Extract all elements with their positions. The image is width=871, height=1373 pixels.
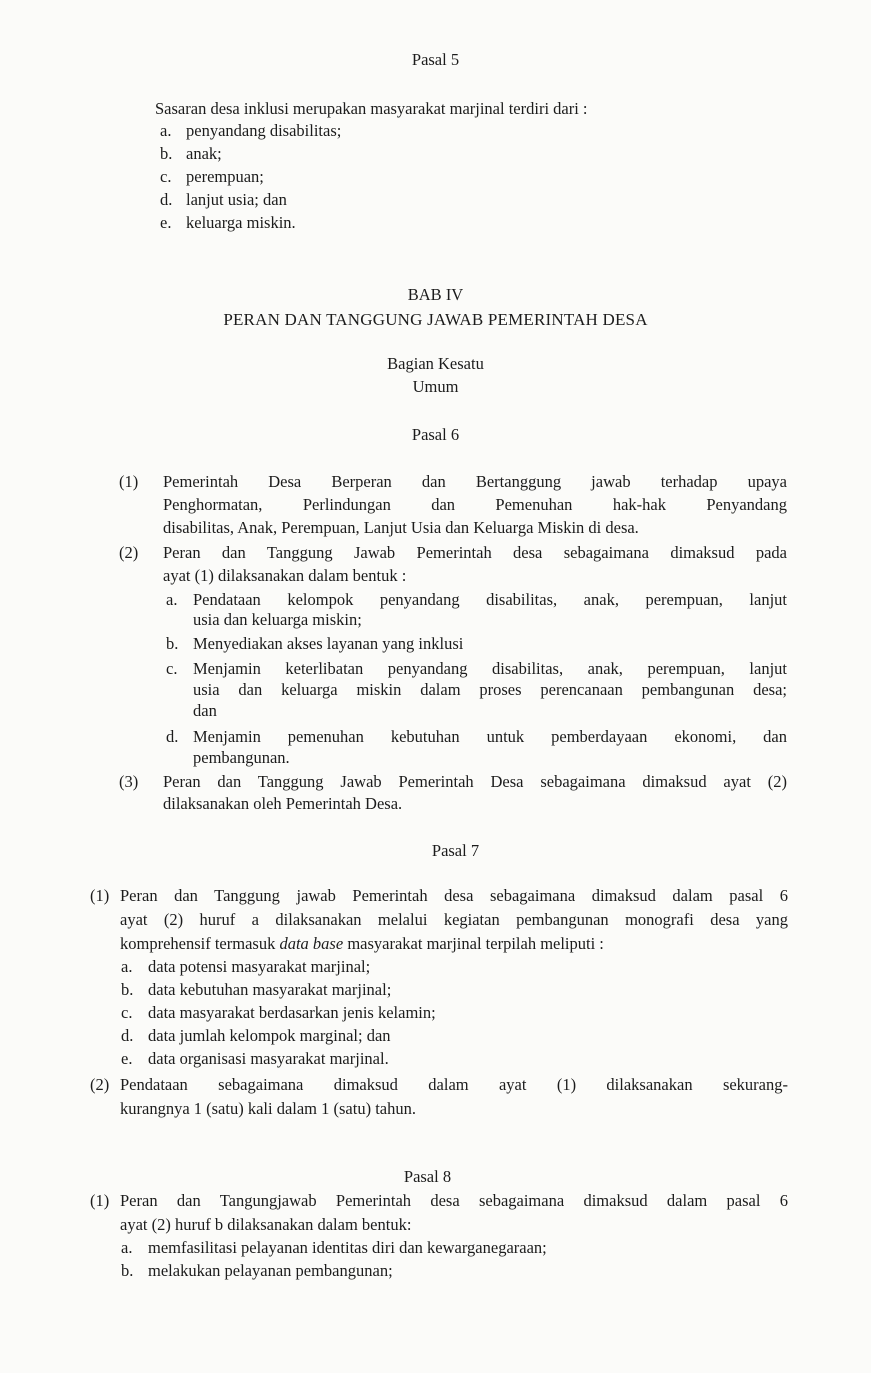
list-label: c. bbox=[160, 167, 172, 186]
list-item: perempuan; bbox=[186, 167, 264, 186]
ayat-text: Pendataan sebagaimana dimaksud dalam ayat (1) dilaksanakan sekurang- bbox=[120, 1075, 788, 1094]
ayat-text: dilaksanakan oleh Pemerintah Desa. bbox=[163, 794, 403, 813]
list-label: d. bbox=[160, 190, 173, 209]
pasal6-title: Pasal 6 bbox=[411, 425, 460, 444]
ayat-text: komprehensif termasuk data base masyarakat marjinal terpilah meliputi : bbox=[120, 934, 604, 953]
list-item: pembangunan. bbox=[193, 748, 290, 767]
ayat-text: Peran dan Tanggung Jawab Pemerintah desa sebagaimana dimaksud pada bbox=[163, 543, 787, 562]
list-item: data masyarakat berdasarkan jenis kelamin; bbox=[148, 1003, 436, 1022]
list-label: a. bbox=[121, 957, 133, 976]
list-label: d. bbox=[121, 1026, 134, 1045]
list-label: e. bbox=[121, 1049, 133, 1068]
ayat-text: Peran dan Tanggung jawab Pemerintah desa sebagaimana dimaksud dalam pasal 6 bbox=[120, 886, 788, 905]
list-item: Pendataan kelompok penyandang disabilitas, anak, perempuan, lanjut bbox=[193, 590, 787, 609]
bagian-name: Bagian Kesatu bbox=[387, 354, 484, 373]
ayat-text: Peran dan Tanggung Jawab Pemerintah Desa sebagaimana dimaksud ayat (2) bbox=[163, 772, 787, 791]
ayat-label: (3) bbox=[119, 772, 139, 791]
bagian-subtitle: Umum bbox=[412, 377, 459, 396]
ayat-text: Pemerintah Desa Berperan dan Bertanggung jawab terhadap upaya bbox=[163, 472, 787, 491]
ayat-text: ayat (2) huruf a dilaksanakan melalui kegiatan pembangunan monografi desa yang bbox=[120, 910, 788, 929]
list-item: melakukan pelayanan pembangunan; bbox=[148, 1261, 393, 1280]
list-label: c. bbox=[166, 659, 178, 678]
list-item: data organisasi masyarakat marjinal. bbox=[148, 1049, 389, 1068]
italic-term: data base bbox=[279, 934, 344, 953]
list-item: data jumlah kelompok marginal; dan bbox=[148, 1026, 391, 1045]
list-item: Menyediakan akses layanan yang inklusi bbox=[193, 634, 464, 653]
list-label: a. bbox=[160, 121, 172, 140]
list-item: usia dan keluarga miskin dalam proses perencanaan pembangunan desa; bbox=[193, 680, 787, 699]
list-item: penyandang disabilitas; bbox=[186, 121, 342, 140]
ayat-text: ayat (1) dilaksanakan dalam bentuk : bbox=[163, 566, 407, 585]
list-label: e. bbox=[160, 213, 172, 232]
ayat-text: Penghormatan, Perlindungan dan Pemenuhan hak-hak Penyandang bbox=[163, 495, 787, 514]
ayat-text: kurangnya 1 (satu) kali dalam 1 (satu) tahun. bbox=[120, 1099, 416, 1118]
list-label: b. bbox=[166, 634, 179, 653]
list-item: data kebutuhan masyarakat marjinal; bbox=[148, 980, 392, 999]
ayat-label: (1) bbox=[90, 1191, 110, 1210]
ayat-text: ayat (2) huruf b dilaksanakan dalam bentuk: bbox=[120, 1215, 412, 1234]
list-item: dan bbox=[193, 701, 217, 720]
pasal5-intro: Sasaran desa inklusi merupakan masyarakat marjinal terdiri dari : bbox=[155, 99, 588, 118]
list-item: usia dan keluarga miskin; bbox=[193, 610, 362, 629]
list-label: b. bbox=[160, 144, 173, 163]
pasal7-title: Pasal 7 bbox=[431, 841, 480, 860]
bab-title: PERAN DAN TANGGUNG JAWAB PEMERINTAH DESA bbox=[223, 310, 648, 329]
list-item: data potensi masyarakat marjinal; bbox=[148, 957, 371, 976]
list-label: d. bbox=[166, 727, 179, 746]
list-label: b. bbox=[121, 1261, 134, 1280]
ayat-label: (1) bbox=[90, 886, 110, 905]
list-label: c. bbox=[121, 1003, 133, 1022]
list-item: Menjamin pemenuhan kebutuhan untuk pemberdayaan ekonomi, dan bbox=[193, 727, 787, 746]
list-label: a. bbox=[166, 590, 178, 609]
ayat-text: Peran dan Tangungjawab Pemerintah desa sebagaimana dimaksud dalam pasal 6 bbox=[120, 1191, 788, 1210]
ayat-text: disabilitas, Anak, Perempuan, Lanjut Usia dan Keluarga Miskin di desa. bbox=[163, 518, 639, 537]
list-label: a. bbox=[121, 1238, 133, 1257]
pasal5-title: Pasal 5 bbox=[411, 50, 460, 69]
list-label: b. bbox=[121, 980, 134, 999]
bab-number: BAB IV bbox=[407, 285, 464, 304]
ayat-label: (2) bbox=[119, 543, 139, 562]
list-item: lanjut usia; dan bbox=[186, 190, 287, 209]
ayat-label: (2) bbox=[90, 1075, 110, 1094]
ayat-label: (1) bbox=[119, 472, 139, 491]
list-item: keluarga miskin. bbox=[186, 213, 296, 232]
list-item: memfasilitasi pelayanan identitas diri dan kewarganegaraan; bbox=[148, 1238, 547, 1257]
list-item: anak; bbox=[186, 144, 222, 163]
pasal8-title: Pasal 8 bbox=[403, 1167, 452, 1186]
list-item: Menjamin keterlibatan penyandang disabilitas, anak, perempuan, lanjut bbox=[193, 659, 787, 678]
